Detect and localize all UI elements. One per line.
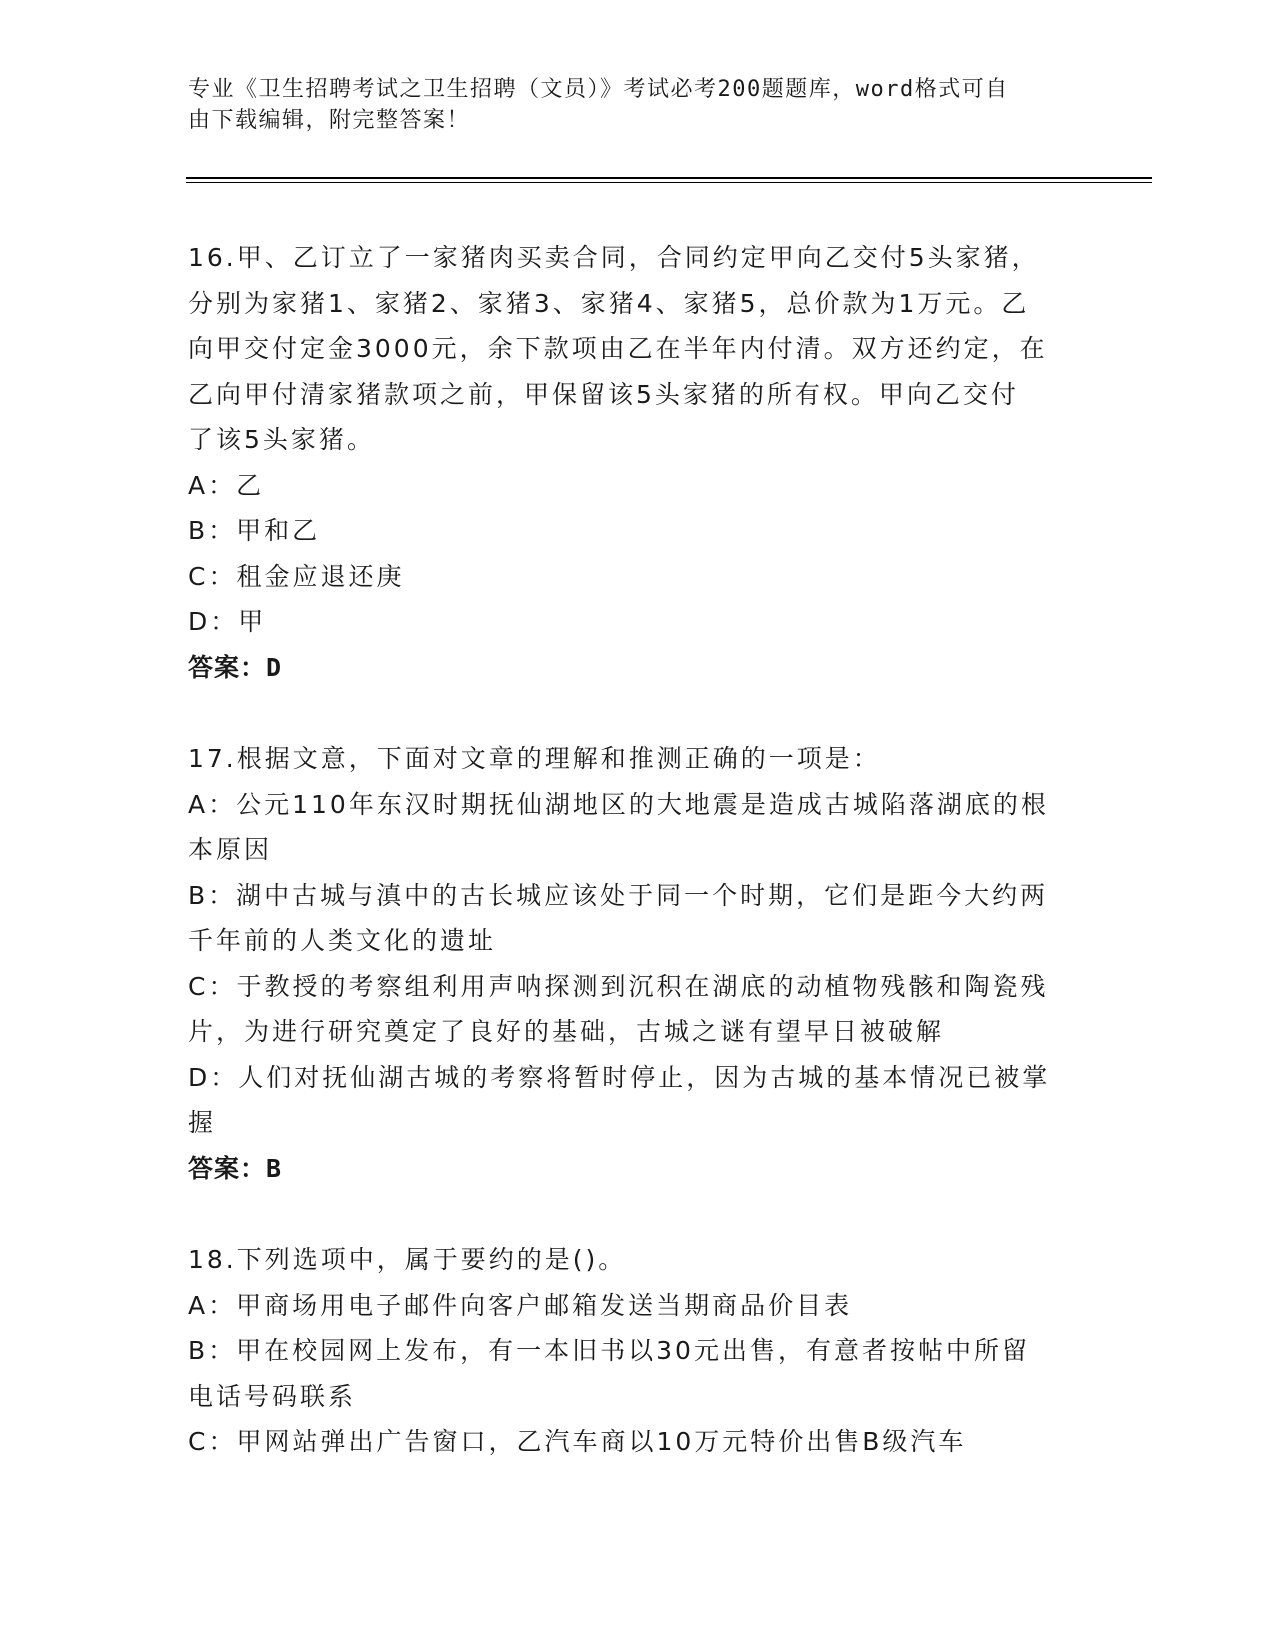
option-a: A：乙 [188, 470, 265, 500]
question-stem-line: 向甲交付定金3000元，余下款项由乙在半年内付清。双方还约定，在 [188, 334, 1048, 363]
question-stem-line: 乙向甲付清家猪款项之前，甲保留该5头家猪的所有权。甲向乙交付 [188, 379, 1019, 409]
option-b: B：甲和乙 [188, 516, 321, 545]
option-d: D：人们对抚仙湖古城的考察将暂时停止，因为古城的基本情况已被掌 [188, 1062, 1051, 1092]
option-a-continued: 本原因 [188, 835, 273, 864]
option-c: C：甲网站弹出广告窗口，乙汽车商以10万元特价出售B级汽车 [188, 1427, 967, 1456]
question-stem-line: 16.甲、乙订立了一家猪肉买卖合同，合同约定甲向乙交付5头家猪， [188, 243, 1040, 272]
answer-line: 答案：D [188, 652, 283, 682]
option-c-continued: 片，为进行研究奠定了良好的基础，古城之谜有望早日被破解 [188, 1017, 945, 1046]
option-c: C：租金应退还庚 [188, 561, 405, 591]
option-d: D：甲 [188, 607, 267, 636]
option-d-continued: 握 [188, 1108, 217, 1137]
question-stem-line: 分别为家猪1、家猪2、家猪3、家猪4、家猪5，总价款为1万元。乙 [188, 288, 1030, 318]
header-line: 专业《卫生招聘考试之卫生招聘（文员）》考试必考200题题库，word格式可自 [188, 77, 1009, 102]
question-list [188, 235, 1088, 1465]
question-18 [188, 1237, 1088, 1465]
question-stem-line: 18.下列选项中，属于要约的是()。 [188, 1245, 627, 1274]
question-stem-line: 17.根据文意，下面对文章的理解和推测正确的一项是： [188, 744, 881, 773]
header-divider [186, 177, 1152, 179]
option-c: C：于教授的考察组利用声呐探测到沉积在湖底的动植物残骸和陶瓷残 [188, 971, 1049, 1001]
option-b-continued: 千年前的人类文化的遗址 [188, 926, 497, 955]
option-b: B：湖中古城与滇中的古长城应该处于同一个时期，它们是距今大约两 [188, 880, 1049, 910]
question-stem-line: 了该5头家猪。 [188, 425, 375, 454]
header-divider [186, 182, 1152, 183]
header-line: 由下载编辑，附完整答案！ [188, 108, 471, 133]
option-a: A：甲商场用电子邮件向客户邮箱发送当期商品价目表 [188, 1290, 853, 1320]
option-b: B：甲在校园网上发布，有一本旧书以30元出售，有意者按帖中所留 [188, 1336, 1030, 1365]
option-a: A：公元110年东汉时期抚仙湖地区的大地震是造成古城陷落湖底的根 [188, 789, 1049, 819]
option-b-continued: 电话号码联系 [188, 1381, 357, 1411]
question-17 [188, 736, 1088, 1191]
document-header [188, 74, 1068, 136]
question-16 [188, 235, 1088, 690]
answer-line: 答案：B [188, 1153, 283, 1183]
